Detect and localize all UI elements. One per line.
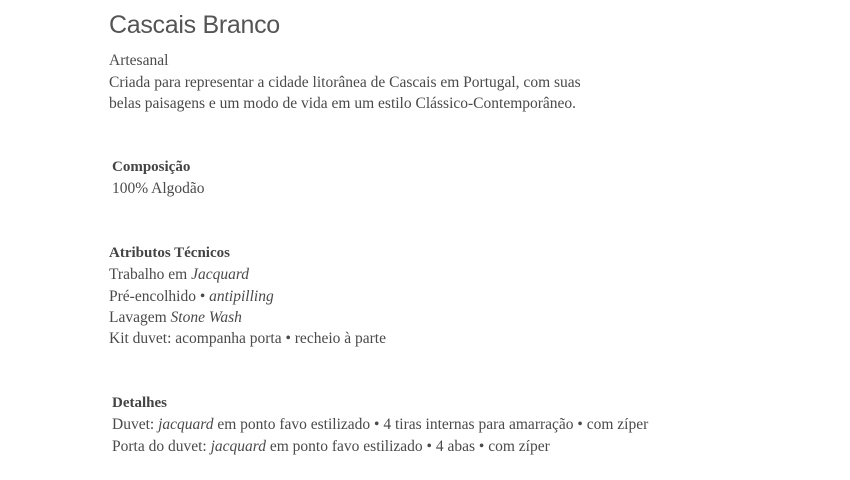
composition-section: [112, 157, 832, 200]
details-duvet-italic: jacquard: [158, 416, 214, 434]
details-duvet: [112, 414, 832, 435]
details-duvet-cover: [112, 436, 832, 457]
details-section: [112, 393, 832, 457]
attribute-wash: [109, 307, 829, 328]
attribute-kit: Kit duvet: acompanha porta • recheio à parte: [109, 330, 386, 348]
details-heading: Detalhes: [112, 395, 167, 411]
attribute-weave-italic: Jacquard: [191, 266, 250, 284]
attribute-preshrunk-text: Pré-encolhido •: [109, 287, 210, 305]
attribute-wash-text: Lavagem: [109, 308, 171, 326]
attribute-wash-italic: Stone Wash: [170, 308, 242, 326]
attribute-preshrunk-italic: antipilling: [209, 287, 274, 305]
details-duvet-cover-text: em ponto favo estilizado • 4 abas • com zíper: [266, 437, 550, 455]
technical-attributes-heading: Atributos Técnicos: [109, 245, 230, 261]
details-duvet-text: em ponto favo estilizado • 4 tiras internas para amarração • com zíper: [213, 416, 649, 434]
composition-heading: Composição: [112, 159, 191, 175]
attribute-preshrunk: [109, 286, 829, 307]
description-line-2: belas paisagens e um modo de vida em um estilo Clássico-Contemporâneo.: [109, 95, 577, 112]
composition-value: 100% Algodão: [112, 180, 205, 198]
technical-attributes-section: [109, 243, 829, 349]
details-duvet-cover-label: Porta do duvet:: [112, 437, 211, 455]
product-subtitle: Artesanal: [109, 52, 169, 69]
attribute-weave-text: Trabalho em: [109, 266, 192, 284]
details-duvet-cover-italic: jacquard: [210, 437, 266, 455]
description-line-1: Criada para representar a cidade litorânea de Cascais em Portugal, com suas: [109, 73, 581, 91]
details-duvet-label: Duvet:: [112, 416, 159, 434]
product-title: Cascais Branco: [109, 11, 280, 39]
product-intro: [109, 50, 829, 115]
attribute-weave: [109, 264, 829, 285]
